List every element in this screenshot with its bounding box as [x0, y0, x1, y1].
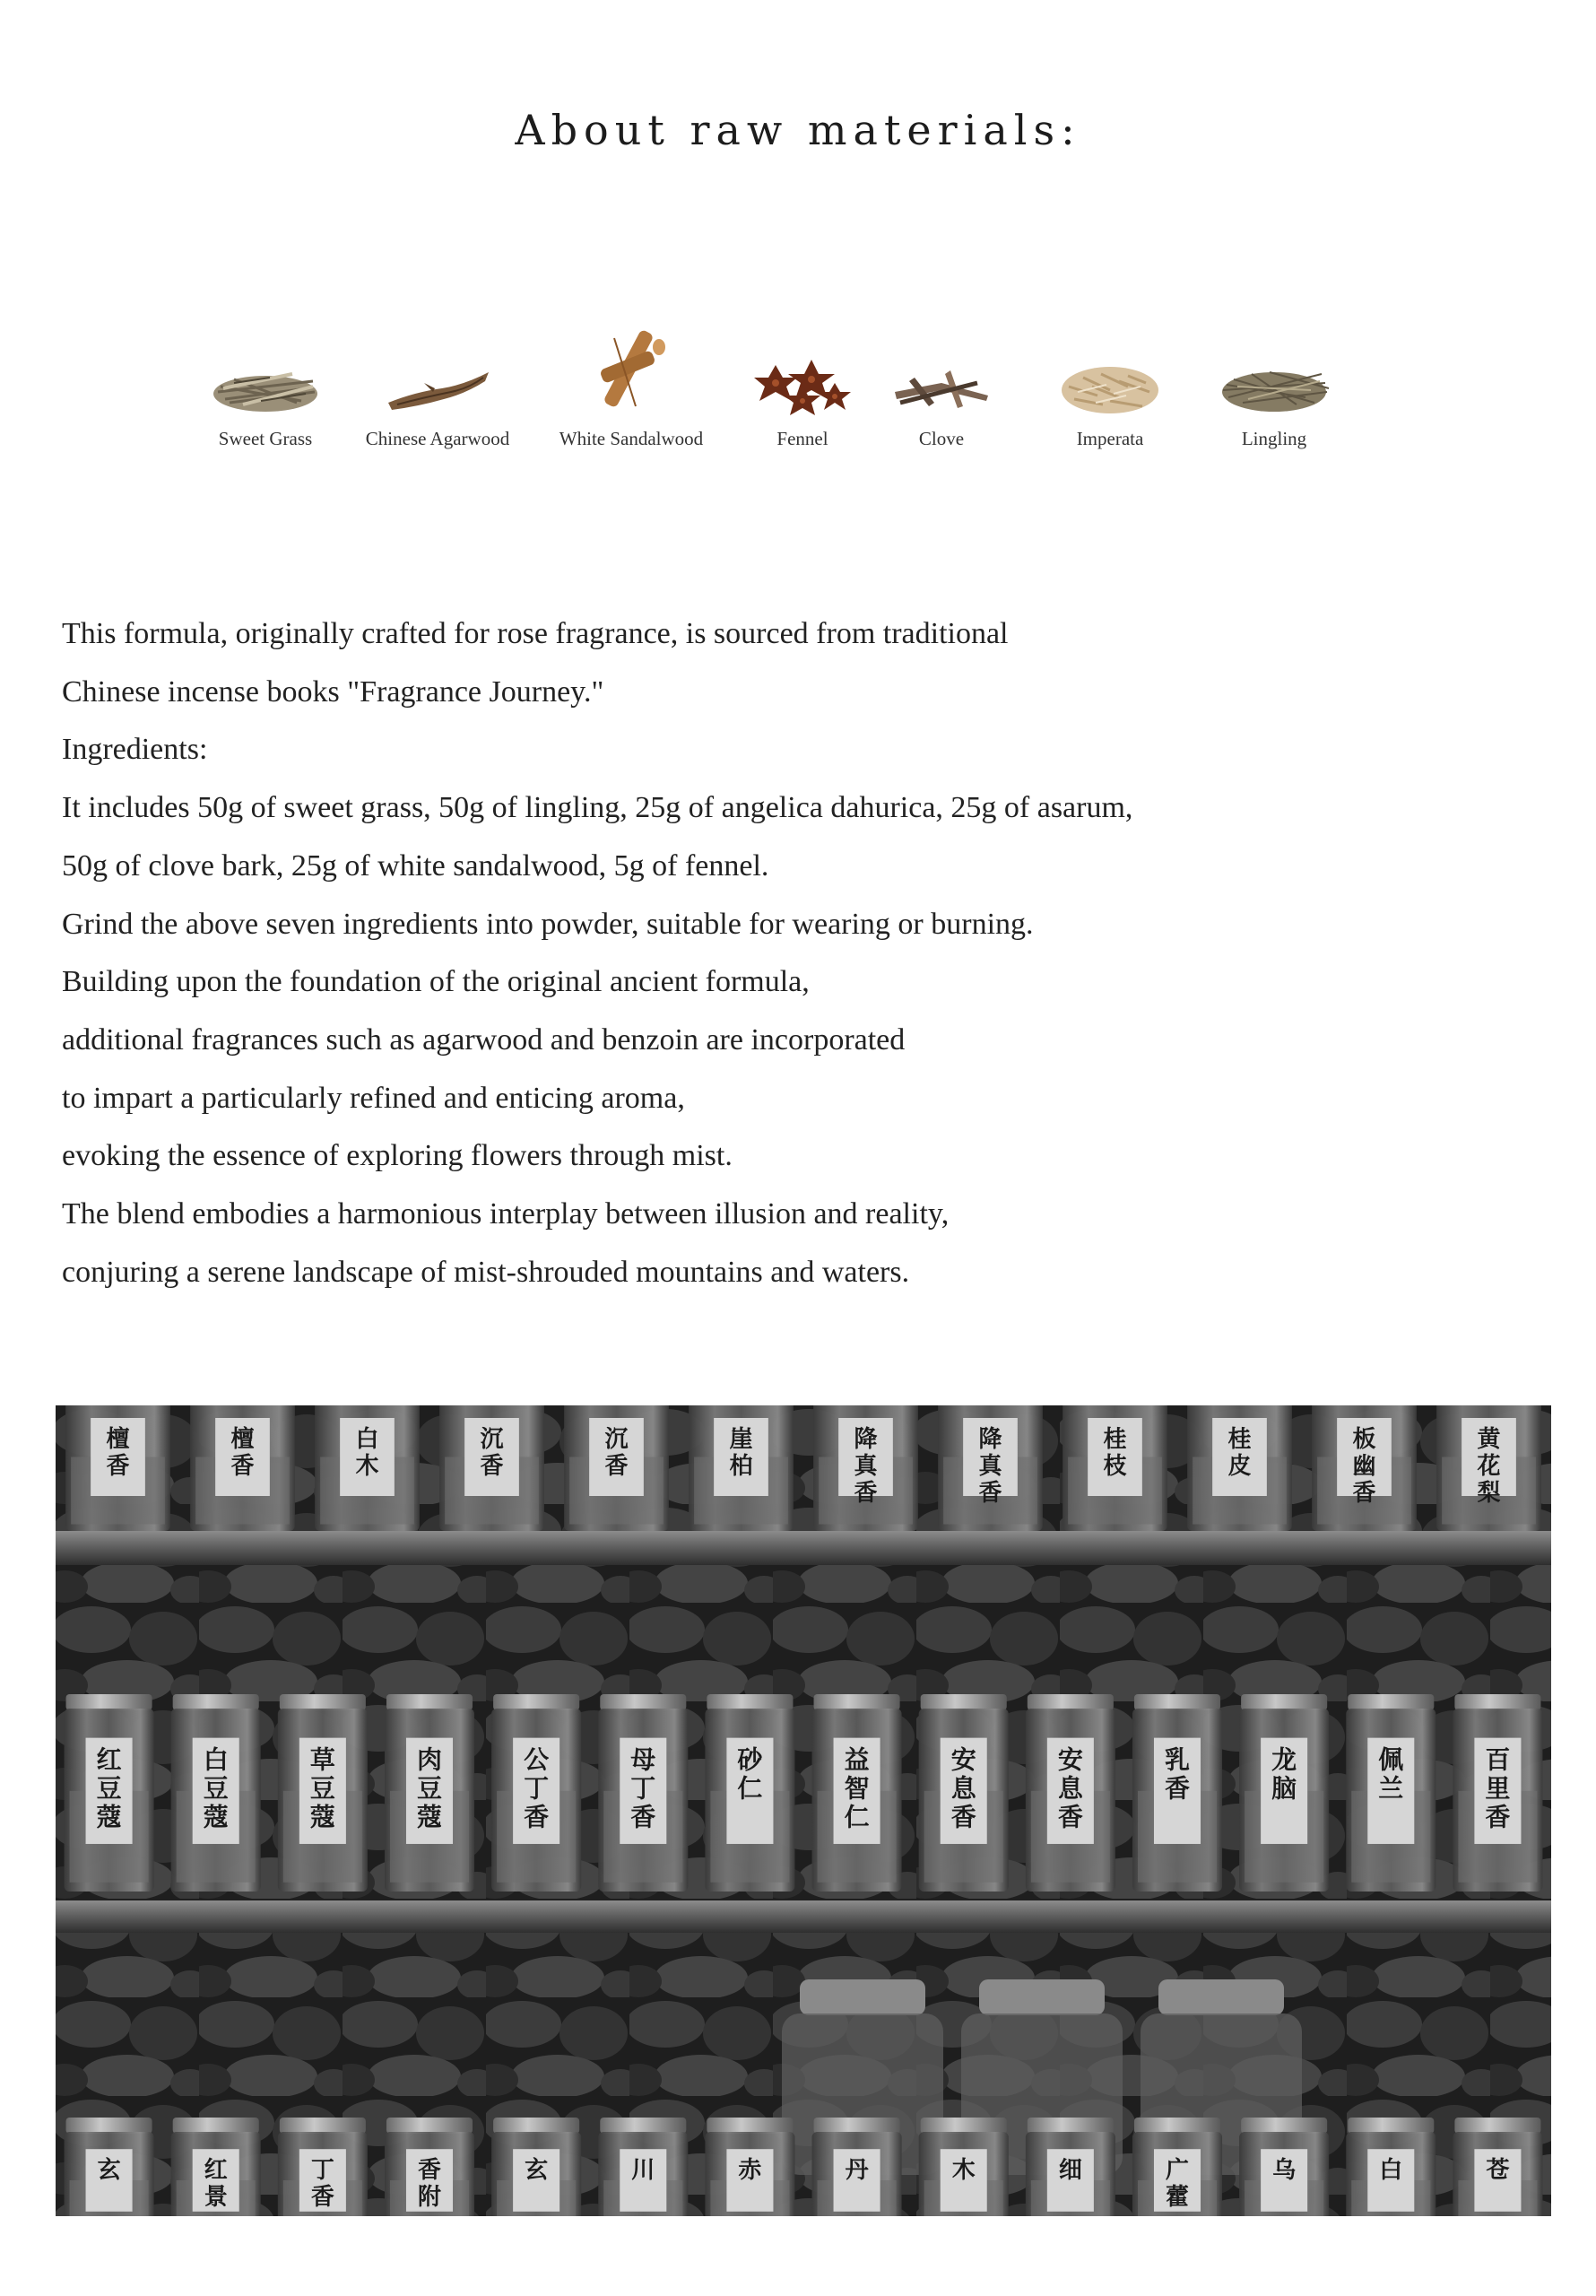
jar-label-char: 附	[417, 2184, 442, 2212]
jar-label-char: 百	[1485, 1744, 1511, 1775]
jar-label-char: 檀	[106, 1426, 130, 1453]
jar-label-char: 细	[1058, 2157, 1082, 2185]
material-label: Imperata	[1076, 428, 1144, 449]
material-label: Fennel	[776, 428, 828, 449]
jar-label-char: 乳	[1164, 1744, 1191, 1775]
herb-jar	[919, 2118, 1009, 2216]
description-line: evoking the essence of exploring flowers through mist.	[62, 1139, 733, 1173]
herb-jar	[1346, 1694, 1436, 1892]
sandalwood-icon	[542, 316, 721, 419]
jar-label-char: 蔻	[203, 1802, 229, 1832]
herb-jar	[491, 2118, 581, 2216]
jar-label-char: 仁	[737, 1773, 763, 1804]
jar-label-char: 桂	[1103, 1426, 1127, 1453]
lingling-icon	[1184, 316, 1364, 419]
herb-jar	[1132, 2118, 1222, 2216]
jar-label-char: 黄	[1477, 1426, 1501, 1453]
jar-label-char: 红	[96, 1744, 122, 1775]
herb-jar	[1132, 1694, 1222, 1892]
jar-label-char: 里	[1485, 1773, 1511, 1804]
jar-label-char: 花	[1477, 1453, 1501, 1480]
jar-label-char: 香	[630, 1802, 656, 1832]
jar-label-char: 板	[1352, 1426, 1376, 1453]
herb-jar	[1346, 2118, 1436, 2216]
herb-jar	[938, 1405, 1043, 1531]
herb-jar	[1436, 1405, 1541, 1531]
jar-label-char: 仁	[844, 1802, 870, 1832]
sweet-grass-icon	[176, 316, 355, 419]
herb-jar	[65, 1405, 170, 1531]
description-line: additional fragrances such as agarwood and benzoin are incorporated	[62, 1022, 906, 1057]
jar-label-char: 香	[417, 2157, 442, 2185]
jar-label-char: 龙	[1271, 1744, 1297, 1775]
description-line: conjuring a serene landscape of mist-shrouded mountains and waters.	[62, 1255, 910, 1289]
herb-jar	[564, 1405, 669, 1531]
jar-label-char: 息	[1057, 1773, 1083, 1804]
jar-label-char: 香	[524, 1802, 550, 1832]
herb-jar	[315, 1405, 420, 1531]
jar-label-char: 豆	[203, 1773, 229, 1804]
jar-label-char: 沉	[480, 1426, 504, 1453]
herb-jar	[385, 1694, 474, 1892]
jar-label-char: 蔻	[416, 1802, 443, 1832]
herb-jar	[598, 1694, 688, 1892]
herb-jar	[1312, 1405, 1417, 1531]
herb-jar	[439, 1405, 544, 1531]
jar-label-char: 景	[204, 2184, 228, 2212]
herb-jar	[598, 2118, 688, 2216]
description-line: Grind the above seven ingredients into powder, suitable for wearing or burning.	[62, 907, 1034, 941]
jar-label-char: 益	[844, 1744, 870, 1775]
material-sweet-grass	[176, 316, 355, 450]
agarwood-icon	[348, 316, 527, 419]
jar-label-char: 香	[1485, 1802, 1511, 1832]
jar-label-char: 白	[355, 1426, 379, 1453]
jar-label-char: 豆	[309, 1773, 335, 1804]
herb-jar	[1453, 1694, 1542, 1892]
jar-label-char: 智	[844, 1773, 870, 1804]
jar-label-char: 香	[230, 1453, 255, 1480]
description-line: Ingredients:	[62, 733, 208, 767]
jar-label-char: 真	[854, 1453, 878, 1480]
herb-jar	[385, 2118, 474, 2216]
herb-jar	[1239, 2118, 1329, 2216]
jar-label-char: 香	[480, 1453, 504, 1480]
herb-jar	[812, 2118, 902, 2216]
herb-jar	[919, 1694, 1009, 1892]
jar-label-char: 安	[950, 1744, 976, 1775]
jar-label-char: 梨	[1477, 1480, 1501, 1507]
material-label: Clove	[918, 428, 965, 449]
material-label: Lingling	[1241, 428, 1307, 449]
jar-label-char: 苍	[1486, 2157, 1510, 2185]
jar-label-char: 蔻	[96, 1802, 122, 1832]
description-line: to impart a particularly refined and enticing aroma,	[62, 1081, 685, 1115]
jar-label-char: 真	[978, 1453, 1002, 1480]
herb-jar	[1187, 1405, 1292, 1531]
jar-label-char: 豆	[96, 1773, 122, 1804]
jar-label-char: 香	[1164, 1773, 1191, 1804]
jar-label-char: 降	[854, 1426, 878, 1453]
jar-label-char: 川	[631, 2157, 655, 2185]
herb-jar	[812, 1694, 902, 1892]
jar-label-char: 幽	[1352, 1453, 1376, 1480]
jar-label-char: 草	[309, 1744, 335, 1775]
description-line: 50g of clove bark, 25g of white sandalwood, 5g of fennel.	[62, 848, 769, 883]
material-label: Sweet Grass	[218, 428, 313, 449]
formula-description	[62, 605, 1532, 1301]
jar-label-char: 香	[950, 1802, 976, 1832]
jar-label-char: 玄	[525, 2157, 549, 2185]
jar-label-char: 兰	[1378, 1773, 1404, 1804]
jar-label-char: 丁	[310, 2157, 334, 2185]
jar-label-char: 白	[203, 1744, 229, 1775]
material-label: White Sandalwood	[559, 428, 704, 449]
jar-label-char: 柏	[729, 1453, 753, 1480]
jar-label-char: 藿	[1165, 2184, 1190, 2212]
herb-jar	[1063, 1405, 1167, 1531]
jar-label-char: 安	[1057, 1744, 1083, 1775]
jar-label-char: 桂	[1227, 1426, 1252, 1453]
jar-label-char: 崖	[729, 1426, 753, 1453]
jar-label-char: 砂	[737, 1744, 763, 1775]
jar-label-char: 檀	[230, 1426, 255, 1453]
herb-shelf-photo	[56, 1405, 1551, 2216]
jar-label-char: 香	[854, 1480, 878, 1507]
jar-label-char: 香	[1057, 1802, 1083, 1832]
jar-label-char: 豆	[416, 1773, 443, 1804]
material-label: Chinese Agarwood	[365, 428, 510, 449]
jar-label-char: 白	[1379, 2157, 1403, 2185]
jar-label-char: 丁	[630, 1773, 656, 1804]
jar-label-char: 香	[604, 1453, 629, 1480]
jar-label-char: 丁	[524, 1773, 550, 1804]
jar-label-char: 香	[1352, 1480, 1376, 1507]
material-chinese-agarwood	[348, 316, 527, 450]
material-lingling	[1184, 316, 1364, 450]
jar-label-char: 蔻	[309, 1802, 335, 1832]
jar-label-char: 母	[630, 1744, 656, 1775]
herb-jar	[278, 2118, 368, 2216]
herb-jar	[491, 1694, 581, 1892]
description-line: Chinese incense books "Fragrance Journey."	[62, 674, 604, 709]
imperata-icon	[1020, 316, 1200, 419]
jar-label-char: 乌	[1272, 2157, 1297, 2185]
herb-jar	[278, 1694, 368, 1892]
herb-jar	[1239, 1694, 1329, 1892]
herb-jar	[1026, 1694, 1115, 1892]
clove-icon	[852, 316, 1031, 419]
jar-label-char: 沉	[604, 1426, 629, 1453]
description-line: The blend embodies a harmonious interplay between illusion and reality,	[62, 1197, 950, 1231]
jar-label-char: 肉	[416, 1744, 443, 1775]
jar-label-char: 广	[1165, 2157, 1190, 2185]
description-line: Building upon the foundation of the original ancient formula,	[62, 965, 810, 999]
jar-label-char: 香	[310, 2184, 334, 2212]
jar-label-char: 玄	[97, 2157, 121, 2185]
description-line: It includes 50g of sweet grass, 50g of lingling, 25g of angelica dahurica, 25g of asarum,	[62, 791, 1133, 825]
herb-jar	[65, 2118, 154, 2216]
shelf-illustration	[56, 1405, 1551, 2216]
jar-label-char: 息	[950, 1773, 976, 1804]
jar-label-char: 香	[106, 1453, 130, 1480]
jar-label-char: 木	[355, 1453, 379, 1480]
description-line: This formula, originally crafted for rose fragrance, is sourced from traditional	[62, 617, 1009, 650]
herb-jar	[813, 1405, 918, 1531]
herb-jar	[705, 2118, 794, 2216]
herb-jar	[1026, 2118, 1115, 2216]
herb-jar	[190, 1405, 295, 1531]
jar-label-char: 丹	[845, 2157, 869, 2185]
material-white-sandalwood	[542, 316, 721, 450]
jar-label-char: 降	[978, 1426, 1002, 1453]
jar-label-char: 赤	[738, 2157, 762, 2185]
herb-jar	[171, 2118, 261, 2216]
herb-jar	[689, 1405, 794, 1531]
jar-label-char: 皮	[1227, 1453, 1252, 1480]
jar-label-char: 枝	[1103, 1453, 1127, 1480]
material-clove	[852, 316, 1031, 450]
jar-label-char: 佩	[1378, 1744, 1404, 1775]
herb-jar	[65, 1694, 154, 1892]
herb-jar	[1453, 2118, 1542, 2216]
herb-jar	[705, 1694, 794, 1892]
page-title: About raw materials:	[515, 106, 1081, 154]
jar-label-char: 香	[978, 1480, 1002, 1507]
jar-label-char: 红	[204, 2157, 228, 2185]
jar-label-char: 脑	[1271, 1773, 1297, 1804]
material-imperata	[1020, 316, 1200, 450]
jar-label-char: 木	[951, 2157, 976, 2185]
jar-label-char: 公	[524, 1744, 550, 1775]
herb-jar	[171, 1694, 261, 1892]
